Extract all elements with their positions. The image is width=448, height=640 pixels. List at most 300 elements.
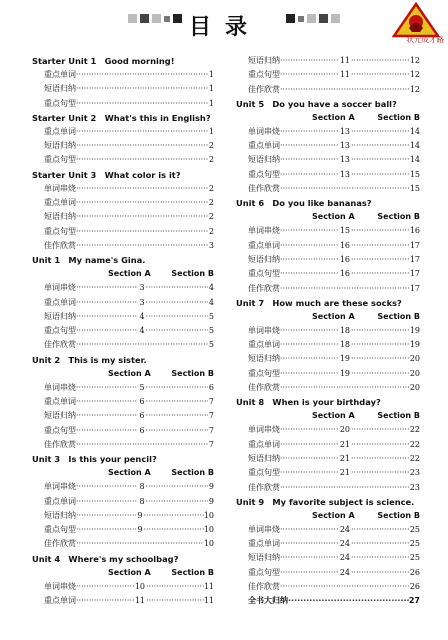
entry-label: 重点单词 [44,70,76,79]
leader-dots [146,480,208,494]
entry-label: 重点单词 [44,297,76,307]
section-a-label: Section A [108,368,151,378]
section-a-label: Section A [312,212,355,222]
page-number-section-b: 6 [208,382,214,392]
entry-label: 重点句型 [248,269,280,279]
page-number-section-a: 18 [339,340,350,350]
leader-dots [351,367,410,381]
entry-label: 单词串烧 [248,325,280,335]
unit-heading[interactable]: Unit 5 Do you have a soccer ball? [236,98,397,109]
toc-entry[interactable] [32,324,214,338]
toc-entry[interactable] [236,381,420,395]
leader-dots [76,296,138,310]
toc-entry[interactable] [32,381,214,395]
toc-entry[interactable] [236,481,420,495]
section-header [32,566,214,580]
entry-label: 重点句型 [248,468,280,478]
entry-label: 佳作欣赏 [44,439,76,449]
entry-label: 重点单词 [44,496,76,506]
leader-dots [76,480,138,494]
page-number-section-b: 20 [409,368,420,378]
toc-entry[interactable] [236,54,420,68]
leader-dots [280,551,339,565]
entry-label: 单词串烧 [44,283,76,293]
leader-dots [280,125,339,139]
entry-label: 佳作欣赏 [44,240,76,250]
toc-entry[interactable] [32,225,214,239]
toc-entry[interactable] [32,139,214,153]
leader-dots [351,438,410,452]
toc-entry[interactable] [32,495,214,509]
toc-entry[interactable] [236,338,420,352]
page-number-section-a: 16 [339,254,350,264]
leader-dots [146,281,208,295]
entry-label: 重点句型 [44,226,76,236]
section-b-label: Section B [377,311,420,321]
toc-total-entry[interactable] [236,594,420,608]
toc-entry[interactable] [32,310,214,324]
toc-entry[interactable] [32,537,214,551]
entry-label: 重点句型 [44,326,76,336]
leader-dots [143,509,203,523]
publisher-logo-text: 状元成才路 [406,35,444,44]
page-number: 26 [409,582,420,592]
entry-label: 短语归纳 [248,553,280,563]
page-number-section-b: 9 [208,482,214,492]
page-number-section-a: 19 [339,368,350,378]
page-number-section-b: 14 [409,141,420,151]
page-number-section-a: 3 [139,297,145,307]
toc-entry[interactable] [236,282,420,296]
page-number: 1 [208,70,214,79]
page-number-section-a: 13 [339,141,350,151]
leader-dots [351,68,410,82]
page-number: 2 [208,183,214,193]
toc-entry[interactable] [32,97,214,111]
leader-dots [351,523,410,537]
leader-dots [146,310,208,324]
page-number-section-a: 5 [139,382,145,392]
leader-dots [76,139,208,153]
page-number-section-b: 4 [208,283,214,293]
section-b-label: Section B [171,368,214,378]
section-a-label: Section A [312,311,355,321]
unit-heading[interactable]: Unit 7 How much are these socks? [236,297,402,308]
entry-label: 佳作欣赏 [248,482,280,492]
toc-entry[interactable] [32,125,214,139]
page-number-section-a: 20 [339,425,350,435]
unit-heading[interactable]: Unit 2 This is my sister. [32,354,147,365]
leader-dots [351,338,410,352]
unit-heading[interactable]: Starter Unit 3 What color is it? [32,169,181,180]
page-number-section-b: 17 [409,269,420,279]
leader-dots [76,594,134,608]
toc-entry[interactable] [32,68,214,82]
entry-label: 单词串烧 [44,482,76,492]
page-number-section-b: 25 [409,553,420,563]
entry-label: 短语归纳 [44,141,76,151]
toc-entry[interactable] [236,324,420,338]
section-a-label: Section A [312,510,355,520]
entry-label: 重点句型 [44,425,76,435]
leader-dots [76,82,208,96]
page-number-section-a: 6 [139,425,145,435]
page-number-section-b: 12 [409,70,420,80]
page-number-section-a: 21 [339,453,350,463]
entry-label: 重点单词 [248,439,280,449]
toc-entry[interactable] [236,423,420,437]
section-a-label: Section A [108,567,151,577]
leader-dots [280,239,339,253]
section-a-label: Section A [312,112,355,122]
leader-dots [76,523,136,537]
unit-heading[interactable]: Unit 1 My name's Gina. [32,255,146,266]
toc-entry[interactable] [236,466,420,480]
page-number-section-a: 13 [339,169,350,179]
leader-dots [351,239,410,253]
entry-label: 重点单词 [248,240,280,250]
page-number-section-a: 21 [339,468,350,478]
section-header [236,210,420,224]
toc-entry[interactable] [32,338,214,352]
page-number-section-a: 15 [339,226,350,236]
toc-entry[interactable] [236,168,420,182]
leader-dots [351,139,410,153]
toc-entry[interactable] [32,409,214,423]
leader-dots [280,580,410,594]
page-number-section-a: 6 [139,411,145,421]
entry-label: 短语归纳 [248,254,280,264]
leader-dots [76,381,138,395]
toc-entry[interactable] [236,267,420,281]
entry-label: 短语归纳 [248,155,280,165]
page-number-section-a: 24 [339,553,350,563]
section-header [32,466,214,480]
page-number-section-a: 24 [339,539,350,549]
page-number-section-b: 23 [409,468,420,478]
leader-dots [146,324,208,338]
toc-entry[interactable] [236,551,420,565]
toc-right-column [236,54,420,609]
entry-label: 单词串烧 [248,425,280,435]
toc-entry[interactable] [236,537,420,551]
page-number-section-b: 11 [203,581,214,591]
toc-entry[interactable] [236,452,420,466]
section-b-label: Section B [377,510,420,520]
leader-dots [351,153,410,167]
page-number-section-b: 14 [409,126,420,136]
leader-dots [76,68,208,82]
leader-dots [280,523,339,537]
entry-label: 佳作欣赏 [248,283,280,293]
toc-entry[interactable] [32,480,214,494]
entry-label: 重点单词 [44,596,76,606]
decorative-squares-left [128,14,182,23]
entry-label: 重点单词 [44,198,76,208]
leader-dots [76,438,208,452]
page-number-section-b: 17 [409,254,420,264]
leader-dots [280,182,410,196]
leader-dots [280,224,339,238]
toc-entry[interactable] [32,509,214,523]
toc-entry[interactable] [32,281,214,295]
page-number: 2 [208,141,214,151]
leader-dots [280,352,339,366]
entry-label: 重点单词 [248,141,280,151]
leader-dots [280,253,339,267]
section-b-label: Section B [171,468,214,478]
leader-dots [351,324,410,338]
page-number: 2 [208,198,214,208]
toc-entry[interactable] [236,580,420,594]
leader-dots [280,566,339,580]
toc-entry[interactable] [236,239,420,253]
page-number-section-b: 4 [208,297,214,307]
page-number-section-b: 5 [208,326,214,336]
unit-heading[interactable]: Unit 3 Is this your pencil? [32,454,157,465]
page-header [0,0,448,52]
leader-dots [76,338,208,352]
entry-label: 短语归纳 [44,84,76,94]
page-number-section-a: 4 [139,326,145,336]
leader-dots [351,423,410,437]
leader-dots [146,395,208,409]
leader-dots [351,125,410,139]
section-a-label: Section A [108,468,151,478]
toc-entry[interactable] [32,153,214,167]
leader-dots [76,196,208,210]
leader-dots [280,466,339,480]
toc-entry[interactable] [32,296,214,310]
leader-dots [280,168,339,182]
toc-entry[interactable] [236,68,420,82]
leader-dots [76,281,138,295]
entry-label: 短语归纳 [44,510,76,520]
page-number: 1 [208,98,214,108]
leader-dots [76,395,138,409]
page-number-section-a: 11 [339,56,350,65]
page-number-section-a: 9 [137,525,143,535]
section-b-label: Section B [377,112,420,122]
leader-dots [280,381,410,395]
leader-dots [146,580,204,594]
section-header [32,267,214,281]
leader-dots [351,352,410,366]
page-number-section-b: 25 [409,539,420,549]
leader-dots [76,97,208,111]
leader-dots [76,310,138,324]
leader-dots [146,495,208,509]
toc-entry[interactable] [236,153,420,167]
leader-dots [280,423,339,437]
section-b-label: Section B [377,411,420,421]
page-number: 7 [208,439,214,449]
leader-dots [351,224,410,238]
toc-entry[interactable] [32,438,214,452]
page-number-section-a: 11 [134,596,145,606]
page-number: 2 [208,155,214,165]
toc-entry[interactable] [236,438,420,452]
leader-dots [76,509,136,523]
leader-dots [280,54,339,68]
page-number-section-a: 9 [137,510,143,520]
page-number-section-b: 26 [409,567,420,577]
section-a-label: Section A [108,269,151,279]
entry-label: 佳作欣赏 [248,84,280,94]
toc-entry[interactable] [32,239,214,253]
page-number-section-a: 4 [139,311,145,321]
entry-label: 短语归纳 [44,311,76,321]
toc-entry[interactable] [236,352,420,366]
page-number-section-a: 18 [339,325,350,335]
toc-entry[interactable] [32,196,214,210]
page-number: 2 [208,212,214,222]
unit-heading[interactable]: Unit 9 My favorite subject is science. [236,496,415,507]
page-number-section-b: 10 [203,525,214,535]
page-number-section-a: 16 [339,240,350,250]
leader-dots [146,594,204,608]
leader-dots [280,139,339,153]
entry-label: 佳作欣赏 [248,582,280,592]
unit-heading[interactable]: Unit 8 When is your birthday? [236,397,381,408]
leader-dots [280,338,339,352]
toc-entry[interactable] [236,83,420,97]
page-number: 27 [408,596,420,606]
leader-dots [280,452,339,466]
entry-label: 佳作欣赏 [44,539,76,549]
leader-dots [76,153,208,167]
entry-label: 单词串烧 [248,524,280,534]
entry-label: 单词串烧 [248,126,280,136]
entry-label: 短语归纳 [248,56,280,65]
leader-dots [280,267,339,281]
leader-dots [76,409,138,423]
leader-dots [351,566,410,580]
leader-dots [280,324,339,338]
leader-dots [76,225,208,239]
leader-dots [146,381,208,395]
toc-entry[interactable] [32,182,214,196]
toc-entry[interactable] [32,424,214,438]
section-header [236,111,420,125]
page-number: 17 [409,283,420,293]
page-number-section-b: 7 [208,411,214,421]
page-number-section-a: 21 [339,439,350,449]
toc-entry[interactable] [236,139,420,153]
leader-dots [280,537,339,551]
entry-label: 重点单词 [248,539,280,549]
leader-dots [146,424,208,438]
toc-entry[interactable] [236,182,420,196]
page-number: 1 [208,84,214,94]
leader-dots [76,495,138,509]
section-header [236,509,420,523]
section-a-label: Section A [312,411,355,421]
page-number-section-b: 25 [409,524,420,534]
entry-label: 单词串烧 [44,382,76,392]
entry-label: 短语归纳 [44,411,76,421]
toc-left-column [32,54,214,608]
unit-heading[interactable]: Starter Unit 2 What's this in English? [32,112,211,123]
toc-entry[interactable] [236,523,420,537]
toc-entry[interactable] [32,594,214,608]
entry-label: 佳作欣赏 [248,184,280,194]
toc-entry[interactable] [32,523,214,537]
entry-label: 重点句型 [248,567,280,577]
unit-heading[interactable]: Unit 4 Where's my schoolbag? [32,553,179,564]
section-b-label: Section B [171,269,214,279]
page-number: 3 [208,240,214,250]
toc-entry[interactable] [236,224,420,238]
entry-label: 重点句型 [44,525,76,535]
toc-entry[interactable] [32,82,214,96]
page-number-section-a: 8 [139,482,145,492]
toc-entry[interactable] [32,580,214,594]
leader-dots [143,523,203,537]
page-number-section-b: 19 [409,340,420,350]
toc-entry[interactable] [32,210,214,224]
page-number-section-a: 6 [139,397,145,407]
toc-entry[interactable] [236,253,420,267]
page-number-section-a: 8 [139,496,145,506]
leader-dots [280,83,410,97]
entry-label: 重点句型 [248,169,280,179]
unit-heading[interactable]: Starter Unit 1 Good morning! [32,56,175,66]
toc-entry[interactable] [236,566,420,580]
page-number-section-b: 17 [409,240,420,250]
page-number-section-b: 10 [203,510,214,520]
entry-label: 全书大归纳 [248,596,288,606]
leader-dots [76,125,208,139]
toc-entry[interactable] [236,367,420,381]
page-number-section-b: 14 [409,155,420,165]
page-number-section-a: 11 [339,70,350,80]
entry-label: 单词串烧 [44,581,76,591]
toc-entry[interactable] [236,125,420,139]
page-number: 12 [409,84,420,94]
page-number: 2 [208,226,214,236]
page-title: 目录 [188,15,261,40]
entry-label: 佳作欣赏 [44,340,76,350]
leader-dots [280,68,339,82]
entry-label: 重点句型 [248,368,280,378]
entry-label: 重点句型 [44,98,76,108]
section-header [32,367,214,381]
toc-entry[interactable] [32,395,214,409]
page-number-section-a: 10 [134,581,145,591]
page-number-section-b: 19 [409,325,420,335]
leader-dots [280,282,410,296]
leader-dots [351,537,410,551]
page-number-section-b: 15 [409,169,420,179]
page-number-section-b: 22 [409,425,420,435]
leader-dots [351,54,410,68]
page-number-section-b: 9 [208,496,214,506]
entry-label: 重点单词 [44,397,76,407]
leader-dots [76,210,208,224]
unit-heading[interactable]: Unit 6 Do you like bananas? [236,198,372,209]
entry-label: 单词串烧 [248,226,280,236]
section-b-label: Section B [171,567,214,577]
leader-dots [351,452,410,466]
leader-dots [280,438,339,452]
page-number-section-a: 19 [339,354,350,364]
leader-dots [146,409,208,423]
leader-dots [351,267,410,281]
page-number-section-a: 13 [339,126,350,136]
section-header [236,310,420,324]
entry-label: 单词串烧 [44,183,76,193]
